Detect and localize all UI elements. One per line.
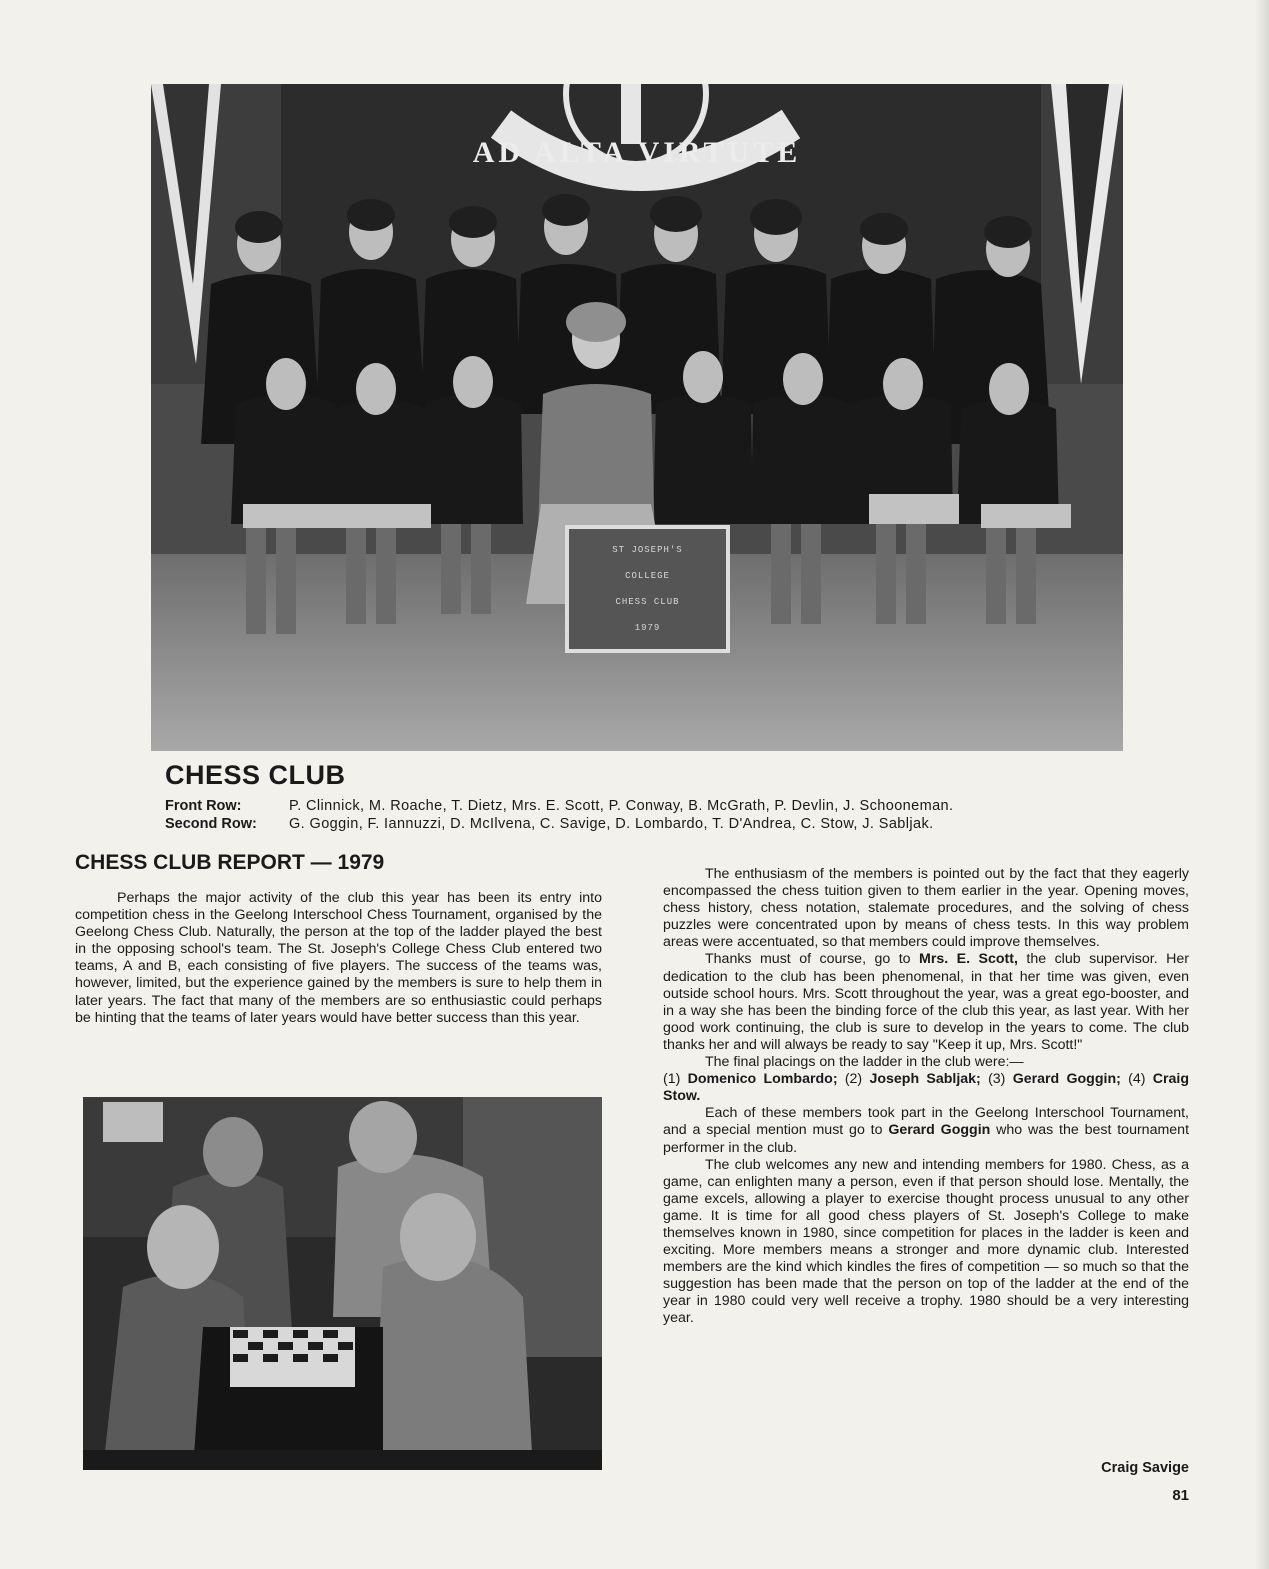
- text-run: Each of these members took part in the Geelong Interschool Tournament, and a special mention must go to: [663, 1105, 1189, 1139]
- report-paragraph-placings-intro: The final placings on the ladder in the club were:—: [705, 1054, 1024, 1071]
- placing-number: (3): [980, 1071, 1013, 1088]
- sign-line: 1979: [634, 623, 661, 633]
- text-run: Thanks must of course, go to: [705, 951, 920, 968]
- report-paragraph: Perhaps the major activity of the club this year has been its entry into competition chess in the Geelong Interschool Chess Tournament, organised by the Geelong Chess Club. Naturally, the person at the top of the ladder played the best in the opposing school's team. The St. Joseph's College Chess Club entered two teams, A and B, each consisting of five players. The success of the teams was, however, limited, but the experience gained by the members is sure to help them in later years. The fact that many of the members are so enthusiastic could perhaps be hinting that the teams of later years would have better success than this year.: [75, 890, 602, 1026]
- second-row-label: Second Row:: [165, 816, 257, 832]
- placing-number: (2): [837, 1071, 870, 1088]
- best-performer-name: Gerard Goggin: [888, 1122, 991, 1139]
- report-column-left: [75, 890, 602, 1027]
- sign-line: CHESS CLUB: [615, 597, 680, 607]
- placing-name: Domenico Lombardo;: [687, 1071, 838, 1088]
- supervisor-name: Mrs. E. Scott,: [919, 951, 1018, 968]
- report-paragraph: The enthusiasm of the members is pointed out by the fact that they eagerly encompassed the chess tuition given to them earlier in the year. Opening moves, chess history, chess notation, stalemate procedures, and the solving of chess puzzles were concentrated upon by means of chess tests. In this way problem areas were accentuated, so that members could improve themselves.: [663, 866, 1189, 951]
- placing-name: Craig Stow.: [663, 1071, 1190, 1105]
- author-signature: Craig Savige: [1101, 1460, 1189, 1476]
- sign-line: ST JOSEPH'S: [612, 545, 683, 555]
- report-column-right: [663, 866, 1189, 1328]
- chess-game-photo: [83, 1097, 602, 1470]
- placing-name: Joseph Sabljak;: [869, 1071, 981, 1088]
- banner-motto: AD ALTA VIRTUTE: [472, 136, 802, 169]
- front-row-label: Front Row:: [165, 798, 242, 814]
- front-row-names: P. Clinnick, M. Roache, T. Dietz, Mrs. E. Scott, P. Conway, B. McGrath, P. Devlin, J. Schooneman.: [289, 798, 954, 814]
- placing-name: Gerard Goggin;: [1012, 1071, 1121, 1088]
- group-photo: [151, 84, 1123, 751]
- second-row-names: G. Goggin, F. Iannuzzi, D. McIlvena, C. Savige, D. Lombardo, T. D'Andrea, C. Stow, J. Sabljak.: [289, 816, 934, 832]
- placing-number: (1): [663, 1071, 688, 1088]
- section-title: CHESS CLUB: [165, 760, 346, 790]
- text-run: the club supervisor. Her dedication to the club has been phenomenal, in that her time was given, even outside school hours. Mrs. Scott throughout the year, was a great ego-booster, and in a way she has been the binding force of the club this year, as last year. With her good work continuing, the club is sure to develop in the years to come. The club thanks her and will always be ready to say "Keep it up, Mrs. Scott!": [663, 951, 1189, 1053]
- report-title: CHESS CLUB REPORT — 1979: [75, 851, 385, 874]
- front-row-caption: [165, 798, 953, 814]
- page-edge-shadow: [1255, 0, 1269, 1569]
- report-placings: [663, 1071, 1189, 1105]
- report-paragraph-thanks: [663, 951, 1189, 1054]
- text-run: who was the best tournament performer in the club.: [663, 1122, 1190, 1156]
- placing-number: (4): [1120, 1071, 1153, 1088]
- chess-club-sign: [565, 525, 730, 653]
- report-paragraph-tournament: [663, 1105, 1189, 1156]
- sign-line: COLLEGE: [625, 571, 670, 581]
- report-paragraph: The club welcomes any new and intending members for 1980. Chess, as a game, can enlighten many a person, even if that person should lose. Mentally, the game excels, allowing a player to exercise thought process unusual to any other game. It is time for all good chess players of St. Joseph's College to make themselves known in 1980, since competition for places in the ladder is keen and exciting. More members means a stronger and more dynamic club. Interested members are the kind which kindles the fires of competition — so much so that the suggestion has been made that the person on top of the ladder at the end of the year in 1980 could very well receive a trophy. 1980 should be a very interesting year.: [663, 1156, 1189, 1327]
- second-row-caption: [165, 816, 934, 832]
- page-number: 81: [1172, 1487, 1189, 1504]
